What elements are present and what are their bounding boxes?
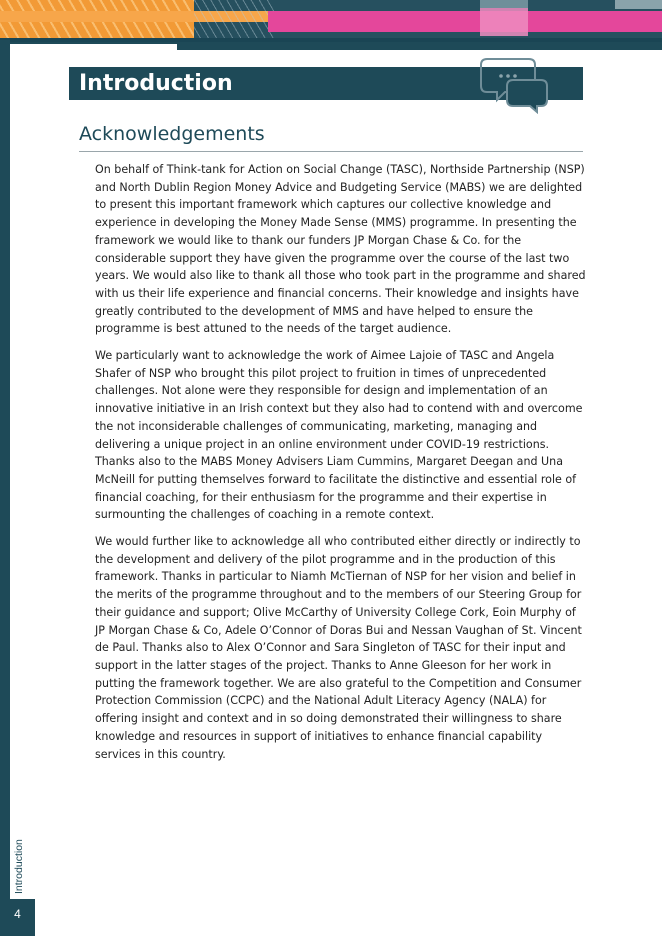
sidebar-section-label: Introduction: [13, 839, 25, 894]
band-teal-bar: [0, 38, 662, 42]
section-title: Introduction: [79, 71, 233, 96]
band-hatch: [194, 0, 274, 40]
front-bubble: [507, 80, 547, 112]
band-light-top: [480, 0, 528, 8]
dot-3: [513, 74, 517, 78]
dot-2: [506, 74, 510, 78]
top-decorative-band: [0, 0, 662, 50]
subheading: Acknowledgements: [79, 123, 265, 145]
paragraph: We would further like to acknowledge all who contributed either directly or indirectly to the development and delivery of the pilot programme and in the production of this framework. Thanks in particular to Niamh McTiernan of NSP for her vision and belief in the merits of the programme throughout and to the members of our Steering Group for their guidance and support; Olive McCarthy of University College Cork, Eoin Murphy of JP Morgan Chase & Co, Adele O’Connor of Doras Bui and Nessan Vaughan of St. Vincent de Paul. Thanks also to Alex O’Connor and Sara Singleton of TASC for their input and support in the latter stages of the project. Thanks to Anne Gleeson for her work in putting the framework together. We are also grateful to the Competition and Consumer Protection Commission (CCPC) and the National Adult Literacy Agency (NALA) for offering insight and context and in so doing demonstrated their willingness to share knowledge and resources in support of initiatives to enhance financial capability services in this country.: [95, 535, 582, 761]
band-white-tab: [10, 44, 177, 50]
left-sidebar: [0, 40, 10, 936]
subheading-divider: [79, 151, 583, 152]
speech-bubbles-icon: [477, 56, 551, 114]
band-pink-highlight: [480, 8, 528, 36]
band-right-accent: [615, 0, 662, 9]
paragraph: We particularly want to acknowledge the work of Aimee Lajoie of TASC and Angela Shafer of NSP who brought this pilot project to fruition in times of unprecedented challenges. Not alone were they responsible for design and implementation of an innovative initiative in an Irish context but they also had to contend with and overcome the not inconsiderable challenges of communicating, marketing, managing and delivering a unique project in an online environment under COVID-19 restrictions. Thanks also to the MABS Money Advisers Liam Cummins, Margaret Deegan and Una McNeill for putting themselves forward to facilitate the distinctive and essential role of financial coaching, for their enthusiasm for the programme and their expertise in surmounting the challenges of coaching in a remote context.: [95, 349, 583, 522]
paragraph: On behalf of Think-tank for Action on Social Change (TASC), Northside Partnership (NSP) and North Dublin Region Money Advice and Budgeting Service (MABS) we are delighted to present this important framework which captures our collective knowledge and experience in developing the Money Made Sense (MMS) programme. In presenting the framework we would like to thank our funders JP Morgan Chase & Co. for the considerable support they have given the programme over the course of the last two years. We would also like to thank all those who took part in the programme and shared with us their life experience and financial concerns. Their knowledge and insights have greatly contributed to the development of MMS and have helped to ensure the programme is best attuned to the needs of the target audience.: [95, 163, 586, 336]
band-pink-strip: [268, 11, 662, 32]
page-number-box: [0, 899, 35, 936]
dot-1: [499, 74, 503, 78]
page-number: 4: [14, 907, 21, 921]
body-text: [95, 161, 587, 772]
